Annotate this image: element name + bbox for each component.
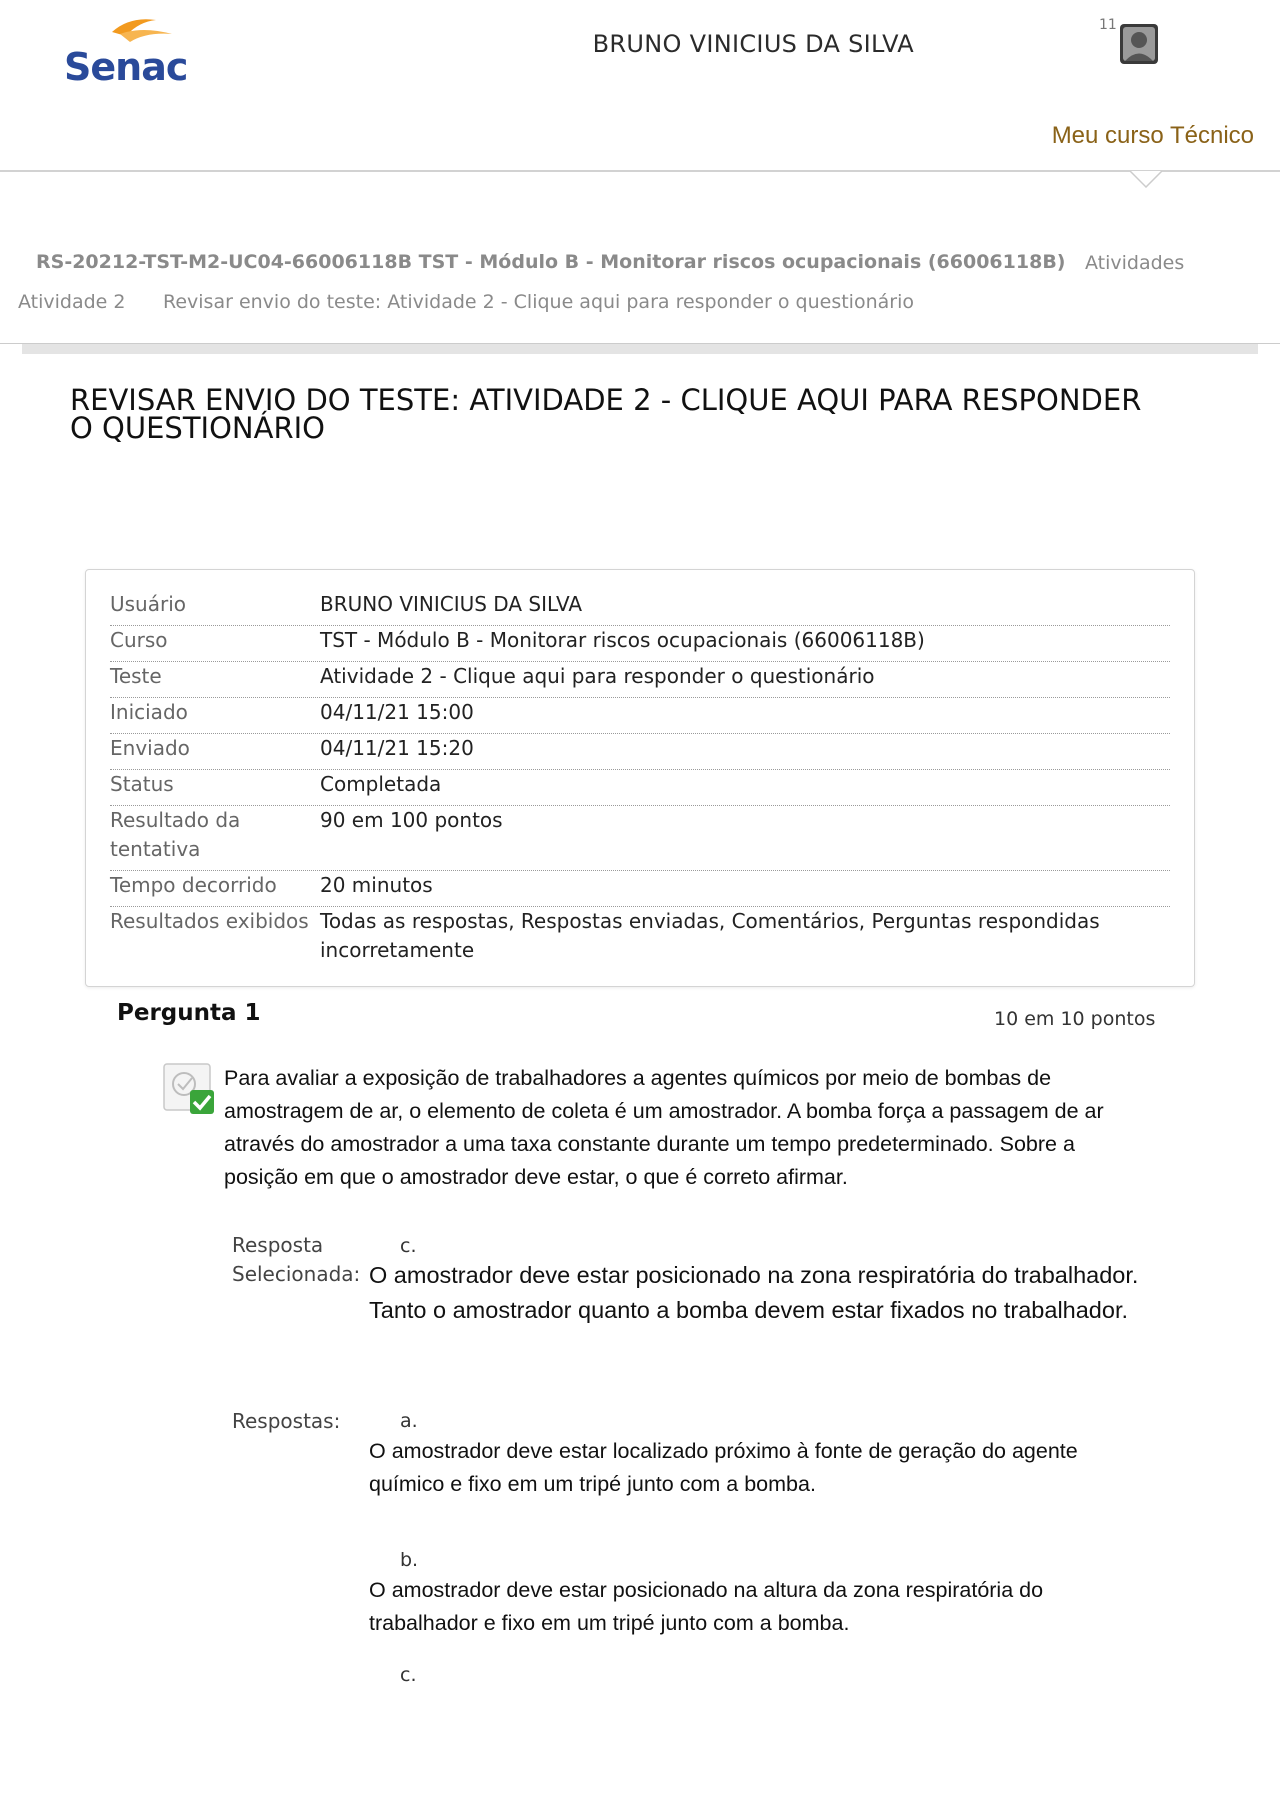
info-value: 04/11/21 15:00	[320, 700, 474, 724]
info-value: 90 em 100 pontos	[320, 808, 503, 832]
answer-a-letter: a.	[400, 1410, 418, 1432]
header-divider	[0, 170, 1280, 172]
breadcrumb-bar	[22, 344, 1258, 354]
info-row-enviado	[110, 734, 1170, 770]
correct-answer-icon	[162, 1062, 218, 1118]
breadcrumb-activities[interactable]: Atividades	[1085, 252, 1185, 274]
info-row-iniciado	[110, 698, 1170, 734]
selected-answer-label: Resposta Selecionada:	[232, 1233, 361, 1286]
question-text: Para avaliar a exposição de trabalhadores a agentes químicos por meio de bombas de amostragem de ar, o elemento de coleta é um amostrador. A bomba força a passagem de ar através do amostrador a uma taxa constante durante um tempo predeterminado. Sobre a posição em que o amostrador deve estar, o que é correto afirmar.	[224, 1066, 1104, 1189]
info-value: 04/11/21 15:20	[320, 736, 474, 760]
breadcrumb-activity[interactable]: Atividade 2	[18, 291, 126, 313]
answers-label: Respostas:	[232, 1409, 341, 1433]
info-row-resultado	[110, 806, 1170, 871]
info-label: Iniciado	[110, 700, 188, 724]
submission-info-table	[85, 569, 1195, 987]
info-row-status	[110, 770, 1170, 806]
info-label: Tempo decorrido	[110, 873, 277, 897]
page-title: REVISAR ENVIO DO TESTE: ATIVIDADE 2 - CLIQUE AQUI PARA RESPONDER O QUESTIONÁRIO	[70, 383, 1142, 445]
info-row-curso	[110, 626, 1170, 662]
info-value: TST - Módulo B - Monitorar riscos ocupacionais (66006118B)	[320, 628, 925, 652]
info-value: Completada	[320, 772, 442, 796]
info-label: Enviado	[110, 736, 190, 760]
answer-b-text: O amostrador deve estar posicionado na altura da zona respiratória do trabalhador e fixo em um tripé junto com a bomba.	[369, 1578, 1044, 1635]
selected-answer-text: O amostrador deve estar posicionado na zona respiratória do trabalhador. Tanto o amostrador quanto a bomba devem estar fixados no trabalhador.	[369, 1262, 1139, 1323]
caret-down-icon	[1130, 171, 1162, 188]
logo-text: Senac	[64, 45, 188, 88]
info-row-teste	[110, 662, 1170, 698]
selected-answer-letter: c.	[400, 1235, 417, 1257]
info-value: 20 minutos	[320, 873, 433, 897]
notification-count[interactable]: 11	[1099, 17, 1117, 33]
breadcrumb-current: Revisar envio do teste: Atividade 2 - Clique aqui para responder o questionário	[163, 291, 914, 313]
answer-b-letter: b.	[400, 1549, 419, 1571]
info-label: Curso	[110, 628, 168, 652]
senac-logo-mark	[60, 12, 192, 88]
course-link[interactable]: Meu curso Técnico	[1051, 122, 1254, 149]
info-row-tempo	[110, 871, 1170, 907]
question-title: Pergunta 1	[117, 1000, 261, 1026]
avatar-icon	[1120, 24, 1158, 64]
info-value: Todas as respostas, Respostas enviadas, Comentários, Perguntas respondidas incorretamente	[320, 909, 1100, 962]
info-label: Resultados exibidos	[110, 909, 309, 933]
info-value: BRUNO VINICIUS DA SILVA	[320, 592, 583, 616]
avatar[interactable]	[1120, 24, 1158, 64]
user-name[interactable]: BRUNO VINICIUS DA SILVA	[592, 30, 914, 58]
breadcrumb-course[interactable]: RS-20212-TST-M2-UC04-66006118B TST - Módulo B - Monitorar riscos ocupacionais (66006118B)	[36, 251, 1066, 273]
info-label: Usuário	[110, 592, 187, 616]
info-label: Status	[110, 772, 174, 796]
senac-logo[interactable]	[60, 12, 192, 88]
info-row-usuario	[110, 590, 1170, 626]
info-label: Teste	[110, 664, 162, 688]
info-row-resultados-exibidos	[110, 907, 1170, 971]
answer-c-letter: c.	[400, 1664, 417, 1686]
answer-a-text: O amostrador deve estar localizado próximo à fonte de geração do agente químico e fixo em um tripé junto com a bomba.	[369, 1439, 1078, 1496]
info-label: Resultado da tentativa	[110, 808, 241, 861]
question-points: 10 em 10 pontos	[994, 1008, 1156, 1030]
info-value: Atividade 2 - Clique aqui para responder o questionário	[320, 664, 875, 688]
